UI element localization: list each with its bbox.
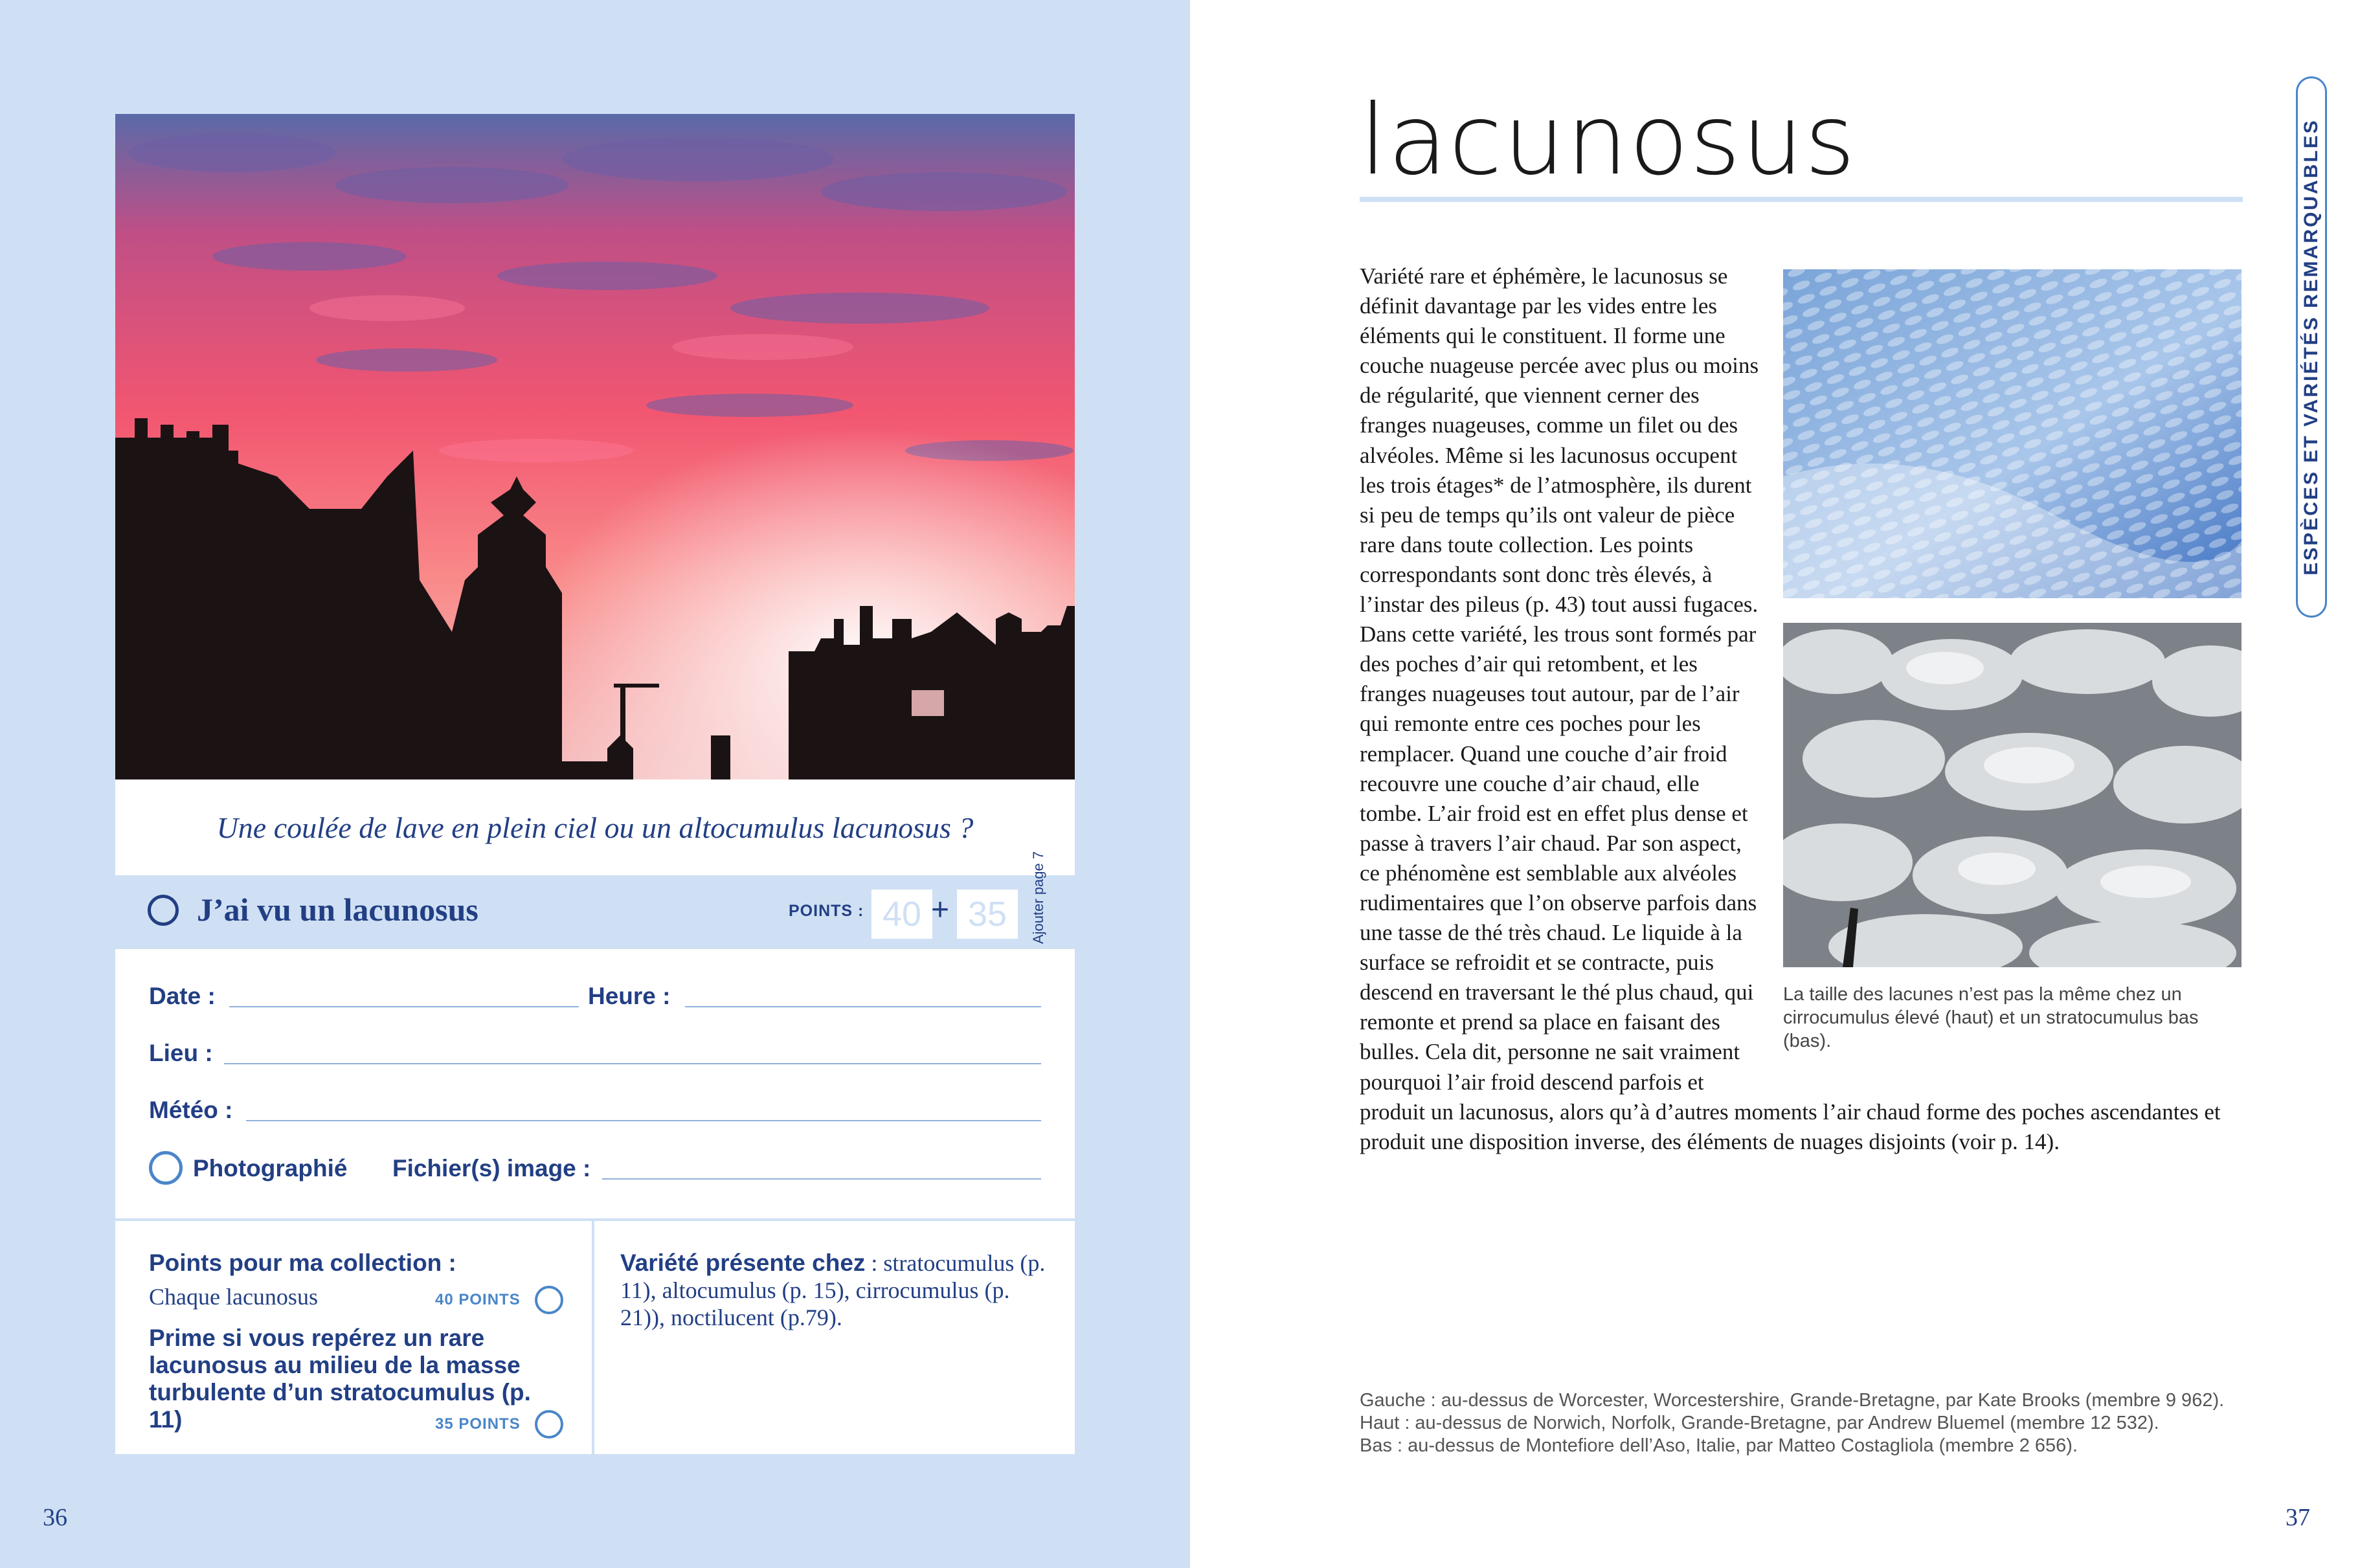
left-page-number: 36 bbox=[43, 1504, 67, 1531]
add-page-note-text: Ajouter page 7 bbox=[1030, 851, 1046, 944]
seen-checkbox[interactable] bbox=[148, 895, 179, 926]
date-label: Date : bbox=[149, 983, 216, 1009]
time-field[interactable] bbox=[685, 1006, 1041, 1007]
right-page-number: 37 bbox=[2286, 1504, 2310, 1531]
variety-heading: Variété présente chez bbox=[620, 1249, 866, 1276]
section-side-tab bbox=[2296, 76, 2327, 618]
photo-caption: Une coulée de lave en plein ciel ou un altocumulus lacunosus ? bbox=[216, 811, 974, 844]
points-bonus-box: 35 bbox=[957, 890, 1018, 939]
photographed-label: Photographié bbox=[193, 1155, 348, 1182]
collection-bonus: Prime si vous repérez un rare lacunosus au milieu de la masse turbulente d’un stratocumulus (p. 11) bbox=[149, 1325, 531, 1433]
collection-bonus-points: 35 POINTS bbox=[435, 1415, 521, 1433]
photo-credits bbox=[1360, 1389, 2357, 1457]
seen-label: J’ai vu un lacunosus bbox=[197, 891, 478, 928]
points-base-box: 40 bbox=[871, 890, 932, 939]
body-paragraph: Variété rare et éphémère, le lacunosus se définit davantage par les vides entre les éléments qui le constituent. Il forme une couche nuageuse percée avec plus ou moins de régularité, que viennent cerner des franges nuageuses, comme un filet ou des alvéoles. Même si les lacunosus occupent les trois étages* de l’atmosphère, ils durent si peu de temps qu’ils ont valeur de pièce rare dans toute collection. Les points correspondants sont donc très élevés, à l’instar des pileus (p. 43) tout aussi fugaces. Dans cette variété, les trous sont formés par des poches d’air qui retombent, et les franges nuageuses tout autour, par de l’air qui remonte entre ces poches pour les remplacer. Quand une couche d’air froid recouvre une couche d’air chaud, elle tombe. L’air froid est en effet plus dense et passe à travers l’air chaud. Par son aspect, ce phénomène est semblable aux alvéoles rudimentaires que l’on observe parfois dans une tasse de thé très chaud. Le liquide à la surface se refroidit et se contracte, puis descend en traversant le thé plus chaud, qui remonte et prend sa place en faisant des bulles. Cela dit, personne ne sait vraiment pourquoi l’air froid descend parfois et produit un lacunosus, alors qu’à d’autres moments l’air chaud forme des poches ascendantes et produit une disposition inverse, des éléments de nuages disjoints (voir p. 14). bbox=[1360, 263, 2221, 1154]
variety-box bbox=[594, 1221, 1075, 1454]
photographed-checkbox[interactable] bbox=[149, 1151, 183, 1185]
title-rule bbox=[1360, 197, 2243, 202]
collection-item-points: 40 POINTS bbox=[435, 1291, 521, 1308]
weather-label: Météo : bbox=[149, 1097, 233, 1123]
place-field[interactable] bbox=[224, 1063, 1041, 1064]
credit-left: Gauche : au-dessus de Worcester, Worcestershire, Grande-Bretagne, par Kate Brooks (membre 9 962). bbox=[1360, 1390, 2225, 1411]
photo-side-caption: La taille des lacunes n’est pas la même chez un cirrocumulus élevé (haut) et un stratocumulus bas (bas). bbox=[1783, 984, 2199, 1051]
time-label: Heure : bbox=[588, 983, 671, 1009]
collection-bonus-checkbox[interactable] bbox=[535, 1410, 563, 1439]
weather-field[interactable] bbox=[246, 1120, 1041, 1121]
points-plus: + bbox=[931, 893, 950, 927]
date-field[interactable] bbox=[229, 1006, 579, 1007]
sunset-sky-photo bbox=[115, 114, 1075, 779]
image-files-label: Fichier(s) image : bbox=[392, 1155, 591, 1182]
image-files-field[interactable] bbox=[602, 1178, 1041, 1180]
collection-item-checkbox[interactable] bbox=[535, 1286, 563, 1314]
credit-top: Haut : au-dessus de Norwich, Norfolk, Grande-Bretagne, par Andrew Bluemel (membre 12 532). bbox=[1360, 1413, 2159, 1433]
place-label: Lieu : bbox=[149, 1040, 213, 1066]
variety-list: : stratocumulus (p. 11), altocumulus (p. 15), cirrocumulus (p. 21)), noctilucent (p.79). bbox=[620, 1250, 1046, 1330]
variety-text bbox=[620, 1249, 1048, 1331]
stratocumulus-photo bbox=[1783, 623, 2242, 967]
photo-caption-band bbox=[115, 779, 1075, 875]
observation-form bbox=[115, 949, 1075, 1218]
collection-points-box bbox=[115, 1221, 592, 1454]
add-page-note bbox=[1026, 851, 1084, 944]
page-title: lacunosus bbox=[1360, 84, 1857, 197]
points-label: POINTS : bbox=[789, 902, 864, 920]
cirrocumulus-photo bbox=[1783, 269, 2242, 598]
collection-item: Chaque lacunosus bbox=[149, 1284, 318, 1310]
section-side-tab-label: ESPÈCES ET VARIÉTÉS REMARQUABLES bbox=[2300, 118, 2322, 576]
credit-bottom: Bas : au-dessus de Montefiore dell’Aso, Italie, par Matteo Costagliola (membre 2 656). bbox=[1360, 1435, 2078, 1456]
collection-heading: Points pour ma collection : bbox=[149, 1249, 456, 1276]
seen-row bbox=[115, 851, 1075, 949]
